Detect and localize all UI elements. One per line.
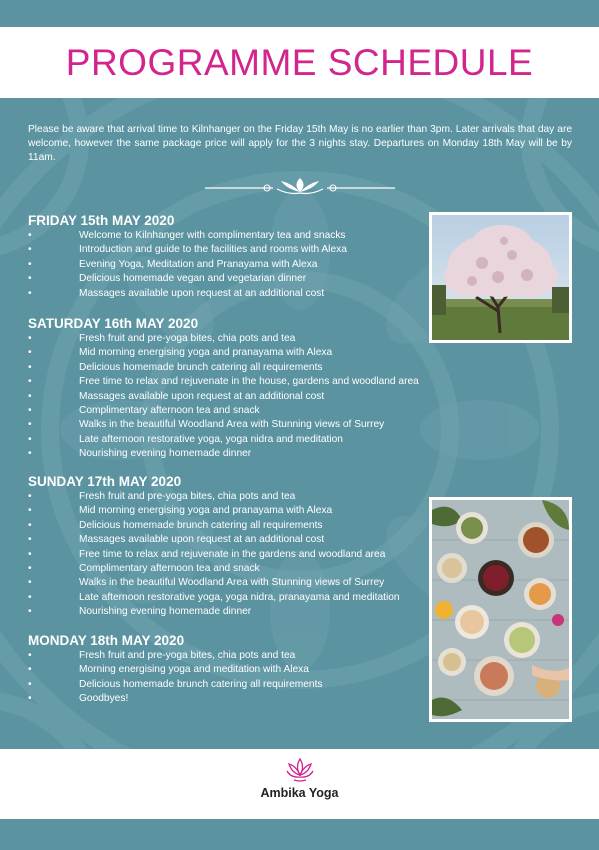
list-item: • Massages available upon request at an additional cost	[28, 533, 400, 547]
list-item: • Fresh fruit and pre-yoga bites, chia pots and tea	[28, 490, 400, 504]
bullet-icon: •	[28, 563, 32, 575]
list-item: • Evening Yoga, Meditation and Pranayama with Alexa	[28, 258, 347, 272]
list-item: • Massages available upon request at an additional cost	[28, 390, 419, 404]
magnolia-tree-photo	[429, 212, 572, 343]
bullet-icon: •	[28, 273, 32, 285]
day-heading: FRIDAY 15th MAY 2020	[28, 213, 175, 228]
bullet-icon: •	[28, 390, 32, 402]
list-item: • Fresh fruit and pre-yoga bites, chia pots and tea	[28, 649, 323, 663]
bottom-band	[0, 819, 599, 850]
bullet-icon: •	[28, 230, 32, 241]
list-item: • Free time to relax and rejuvenate in the gardens and woodland area	[28, 548, 400, 562]
list-item: • Late afternoon restorative yoga, yoga nidra and meditation	[28, 433, 419, 447]
day-section-sunday	[28, 474, 400, 620]
list-item: • Mid morning energising yoga and pranayama with Alexa	[28, 504, 400, 518]
bullet-icon: •	[28, 347, 32, 359]
list-item: • Mid morning energising yoga and pranayama with Alexa	[28, 346, 419, 360]
bullet-icon: •	[28, 534, 32, 546]
bullet-icon: •	[28, 650, 32, 661]
bullet-icon: •	[28, 376, 32, 388]
top-band	[0, 0, 599, 27]
bullet-icon: •	[28, 664, 32, 676]
bullet-icon: •	[28, 606, 32, 618]
bullet-icon: •	[28, 287, 32, 299]
magnolia-tree-image	[432, 215, 569, 340]
list-item: • Goodbyes!	[28, 692, 323, 706]
list-item: • Delicious homemade vegan and vegetarian dinner	[28, 272, 347, 286]
bullet-icon: •	[28, 505, 32, 517]
brand-logo-text: Ambika Yoga	[260, 786, 339, 800]
bullet-icon: •	[28, 577, 32, 589]
list-item: • Delicious homemade brunch catering all requirements	[28, 678, 323, 692]
day-heading: SUNDAY 17th MAY 2020	[28, 474, 182, 489]
ornament-divider	[205, 175, 395, 197]
intro-paragraph: Please be aware that arrival time to Kilnhanger on the Friday 15th May is no earlier than 3pm. Later arrivals that day are welcome, however the same package price will apply for the 3 nights stay. Departures on Monday 18th May will be by 11am.	[28, 124, 572, 164]
list-item: • Massages available upon request at an additional cost	[28, 287, 347, 301]
list-item: • Fresh fruit and pre-yoga bites, chia pots and tea	[28, 332, 419, 346]
title-band	[0, 27, 599, 98]
list-item: • Walks in the beautiful Woodland Area with Stunning views of Surrey	[28, 418, 419, 432]
list-item: • Welcome to Kilnhanger with complimentary tea and snacks	[28, 229, 347, 243]
day-heading: SATURDAY 16th MAY 2020	[28, 316, 199, 331]
day-section-monday	[28, 633, 323, 707]
list-item: • Walks in the beautiful Woodland Area with Stunning views of Surrey	[28, 576, 400, 590]
bullet-icon: •	[28, 491, 32, 502]
list-item: • Complimentary afternoon tea and snack	[28, 404, 419, 418]
bullet-icon: •	[28, 591, 32, 603]
list-item: • Late afternoon restorative yoga, yoga nidra, pranayama and meditation	[28, 591, 400, 605]
list-item: • Nourishing evening homemade dinner	[28, 605, 400, 619]
bullet-icon: •	[28, 448, 32, 460]
list-item: • Nourishing evening homemade dinner	[28, 447, 419, 461]
list-item: • Free time to relax and rejuvenate in the house, gardens and woodland area	[28, 375, 419, 389]
bullet-icon: •	[28, 258, 32, 270]
bullet-icon: •	[28, 244, 32, 256]
list-item: • Introduction and guide to the facilities and rooms with Alexa	[28, 243, 347, 257]
list-item: • Complimentary afternoon tea and snack	[28, 562, 400, 576]
list-item: • Delicious homemade brunch catering all requirements	[28, 519, 400, 533]
bullet-icon: •	[28, 361, 32, 373]
bullet-icon: •	[28, 693, 32, 705]
page-title: PROGRAMME SCHEDULE	[65, 41, 534, 83]
bullet-icon: •	[28, 419, 32, 431]
bullet-icon: •	[28, 519, 32, 531]
list-item: • Morning energising yoga and meditation with Alexa	[28, 663, 323, 677]
list-item: • Delicious homemade brunch catering all requirements	[28, 361, 419, 375]
food-bowls-image	[432, 500, 569, 719]
bullet-icon: •	[28, 433, 32, 445]
bullet-icon: •	[28, 678, 32, 690]
day-section-saturday	[28, 316, 419, 462]
food-bowls-photo	[429, 497, 572, 722]
lotus-logo-icon	[286, 757, 314, 783]
bullet-icon: •	[28, 333, 32, 344]
day-heading: MONDAY 18th MAY 2020	[28, 633, 185, 648]
day-section-friday	[28, 213, 347, 301]
bullet-icon: •	[28, 548, 32, 560]
bullet-icon: •	[28, 405, 32, 417]
